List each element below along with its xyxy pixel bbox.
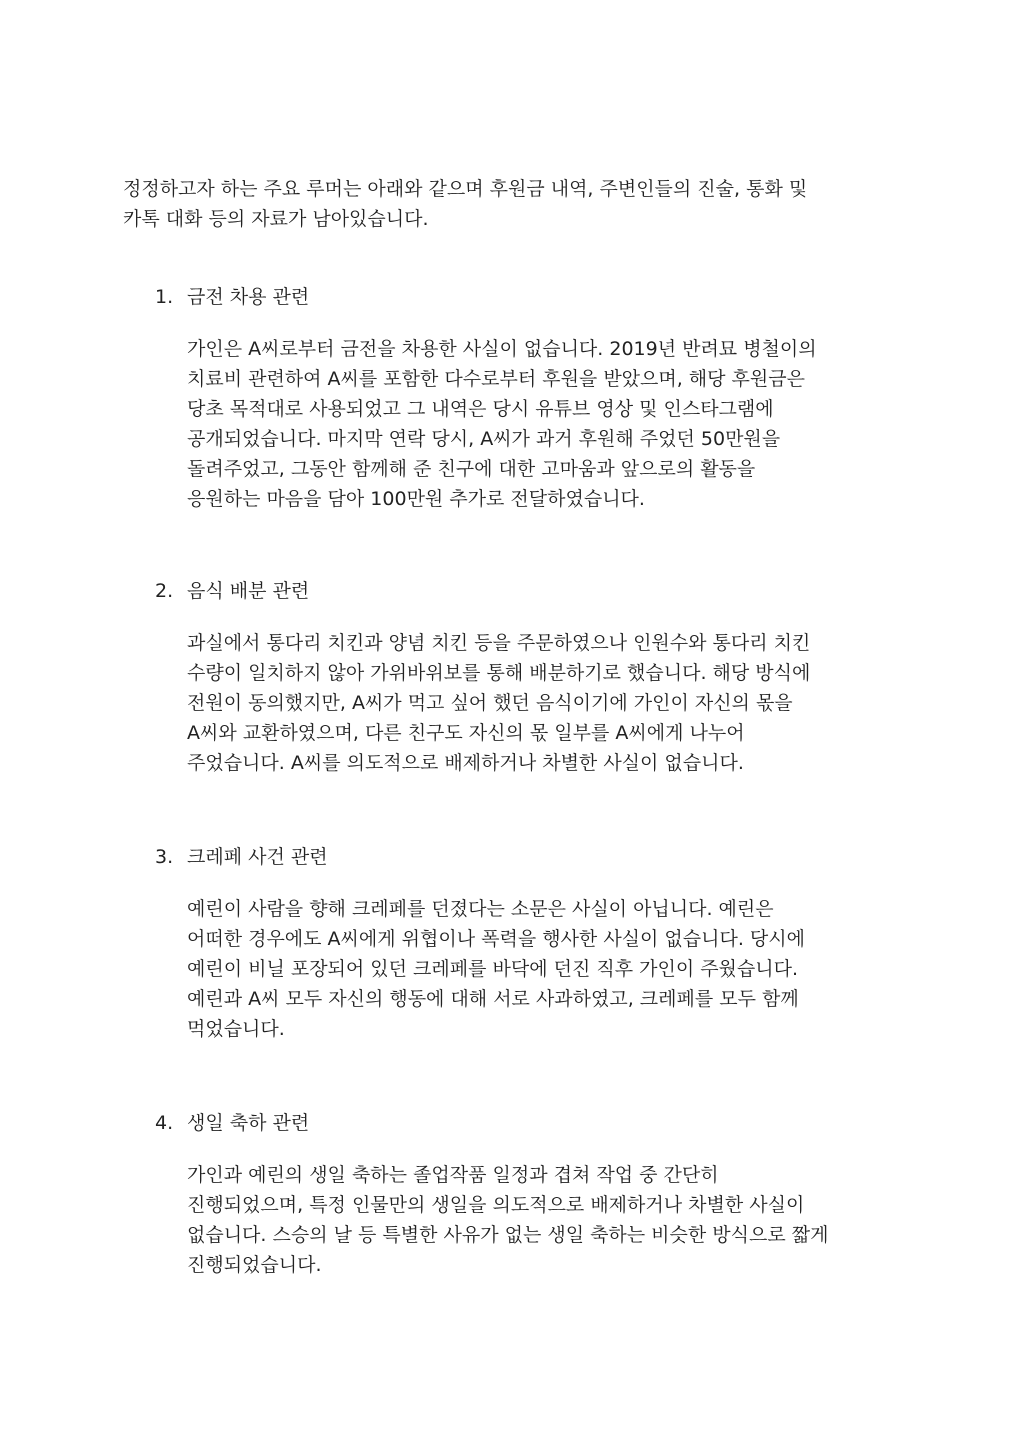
body-line: 수량이 일치하지 않아 가위바위보를 통해 배분하기로 했습니다. 해당 방식에 [187,662,811,684]
body-line: 응원하는 마음을 담아 100만원 추가로 전달하였습니다. [187,488,645,510]
body-line: 예린이 비닐 포장되어 있던 크레페를 바닥에 던진 직후 가인이 주웠습니다. [187,958,799,980]
body-line: 돌려주었고, 그동안 함께해 준 친구에 대한 고마움과 앞으로의 활동을 [187,458,756,480]
intro-line: 정정하고자 하는 주요 루머는 아래와 같으며 후원금 내역, 주변인들의 진술, 통화 및 [123,178,808,200]
section-number: 4. [155,1112,174,1134]
body-line: 당초 목적대로 사용되었고 그 내역은 당시 유튜브 영상 및 인스타그램에 [187,398,774,420]
section-title: 생일 축하 관련 [187,1112,310,1134]
section-title: 음식 배분 관련 [187,580,310,602]
section-body [187,894,907,1044]
body-line: 전원이 동의했지만, A씨가 먹고 싶어 했던 음식이기에 가인이 자신의 몫을 [187,692,793,714]
body-line: 예린과 A씨 모두 자신의 행동에 대해 서로 사과하였고, 크레페를 모두 함께 [187,988,799,1010]
intro-line: 카톡 대화 등의 자료가 남아있습니다. [123,208,429,230]
section-title: 크레페 사건 관련 [187,846,328,868]
section-number: 3. [155,846,174,868]
section-number: 2. [155,580,174,602]
section-body [187,1160,907,1280]
body-line: 치료비 관련하여 A씨를 포함한 다수로부터 후원을 받았으며, 해당 후원금은 [187,368,805,390]
section-heading [155,282,309,312]
body-line: 먹었습니다. [187,1018,285,1040]
section-heading [155,842,328,872]
intro-paragraph [123,174,913,234]
body-line: 진행되었습니다. [187,1254,322,1276]
section-heading [155,576,309,606]
body-line: 없습니다. 스승의 날 등 특별한 사유가 없는 생일 축하는 비슷한 방식으로 짧게 [187,1224,829,1246]
body-line: 예린이 사람을 향해 크레페를 던졌다는 소문은 사실이 아닙니다. 예린은 [187,898,774,920]
body-line: 과실에서 통다리 치킨과 양념 치킨 등을 주문하였으나 인원수와 통다리 치킨 [187,632,811,654]
body-line: 가인은 A씨로부터 금전을 차용한 사실이 없습니다. 2019년 반려묘 병철이의 [187,338,817,360]
body-line: 진행되었으며, 특정 인물만의 생일을 의도적으로 배제하거나 차별한 사실이 [187,1194,805,1216]
body-line: 공개되었습니다. 마지막 연락 당시, A씨가 과거 후원해 주었던 50만원을 [187,428,781,450]
body-line: 주었습니다. A씨를 의도적으로 배제하거나 차별한 사실이 없습니다. [187,752,744,774]
section-heading [155,1108,309,1138]
section-number: 1. [155,286,174,308]
section-body [187,628,907,778]
body-line: 가인과 예린의 생일 축하는 졸업작품 일정과 겹쳐 작업 중 간단히 [187,1164,719,1186]
section-title: 금전 차용 관련 [187,286,310,308]
body-line: 어떠한 경우에도 A씨에게 위협이나 폭력을 행사한 사실이 없습니다. 당시에 [187,928,805,950]
section-body [187,334,907,514]
body-line: A씨와 교환하였으며, 다른 친구도 자신의 몫 일부를 A씨에게 나누어 [187,722,745,744]
